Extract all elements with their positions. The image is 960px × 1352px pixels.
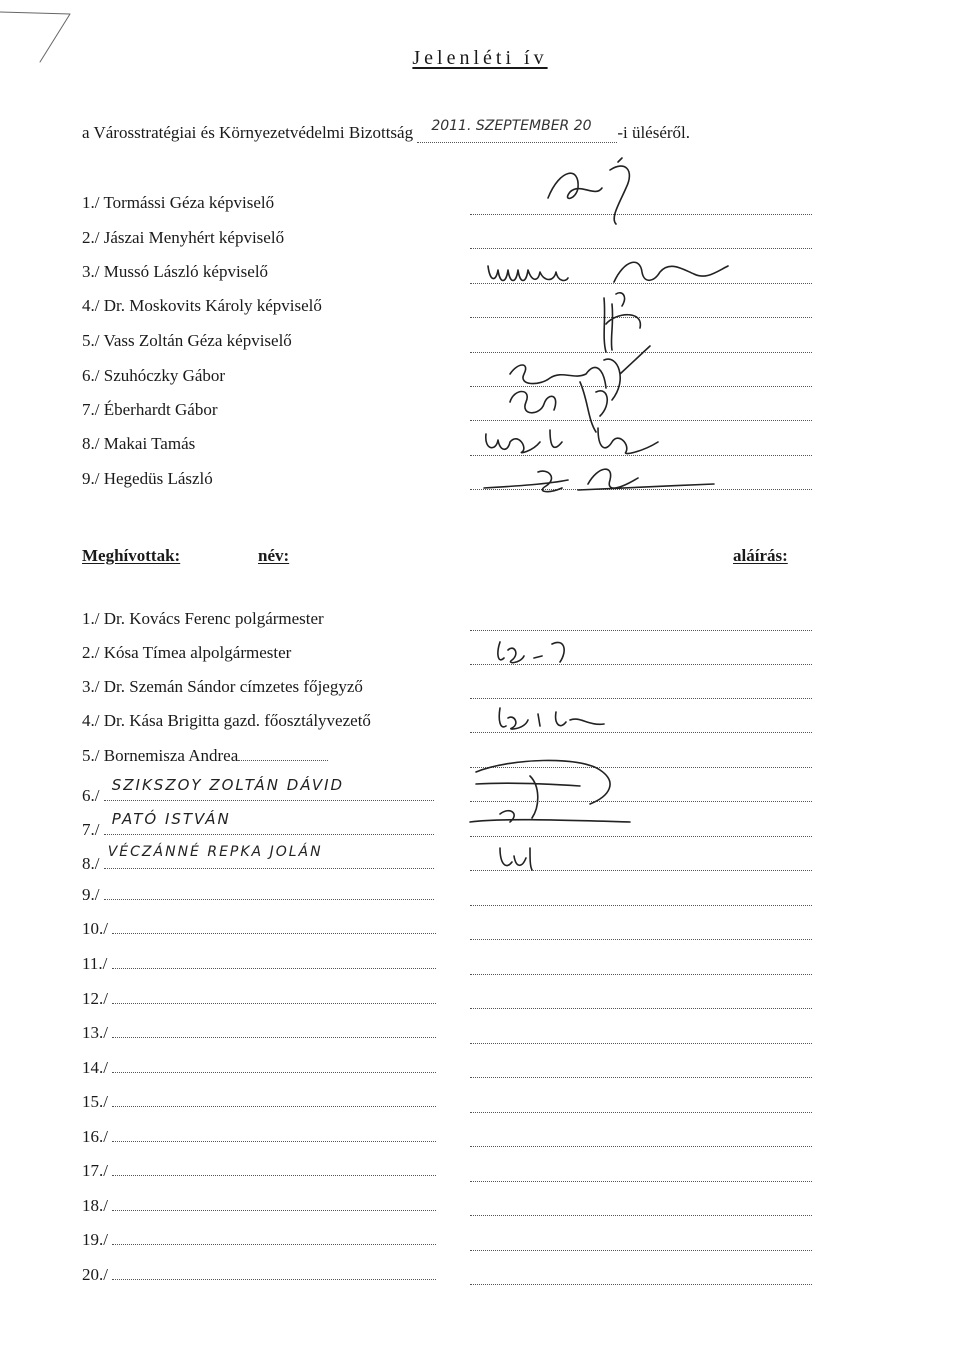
name-dots [112, 1230, 436, 1245]
signature-line [470, 1008, 812, 1009]
signature-invited-8 [494, 842, 554, 874]
member-row [82, 331, 292, 351]
member-name: Vass Zoltán Géza képviselő [103, 331, 292, 350]
invited-name: Bornemisza Andrea [103, 746, 239, 765]
invited-row [82, 1265, 436, 1285]
member-number: 7./ [82, 400, 100, 419]
member-row [82, 434, 195, 454]
invited-number: 6./ [82, 786, 100, 805]
member-row [82, 366, 225, 386]
invited-row [82, 1127, 436, 1147]
invited-number: 1./ [82, 609, 100, 628]
member-number: 2./ [82, 228, 100, 247]
invited-row [82, 885, 434, 905]
invited-number: 11./ [82, 954, 108, 973]
member-row [82, 193, 274, 213]
invited-row [82, 954, 436, 974]
invited-row [82, 1058, 436, 1078]
invited-row [82, 989, 436, 1009]
signature-line [470, 905, 812, 906]
invited-number: 7./ [82, 820, 100, 839]
signature-invited-4 [494, 704, 614, 736]
name-field [104, 776, 434, 801]
name-dots [112, 1058, 436, 1073]
invited-row [82, 810, 434, 840]
member-name: Mussó László képviselő [103, 262, 269, 281]
name-dots [112, 919, 436, 934]
invited-name: Dr. Kovács Ferenc polgármester [103, 609, 324, 628]
invited-number: 14./ [82, 1058, 108, 1077]
signature-invited-2 [494, 636, 574, 668]
invited-row [82, 677, 363, 697]
invited-name-handwritten: PATÓ ISTVÁN [111, 810, 231, 828]
subject-suffix: -i üléséről. [617, 123, 691, 142]
signature-line [470, 698, 812, 699]
invited-number: 9./ [82, 885, 100, 904]
invited-header: Meghívottak: [82, 546, 181, 565]
invited-number: 2./ [82, 643, 100, 662]
member-number: 4./ [82, 296, 100, 315]
name-column-header: név: [258, 546, 290, 565]
member-row [82, 228, 284, 248]
name-dots [112, 1265, 436, 1280]
invited-number: 16./ [82, 1127, 108, 1146]
name-dots [238, 746, 328, 761]
signature-line [470, 1250, 812, 1251]
invited-number: 4./ [82, 711, 100, 730]
signature-member-8 [478, 414, 678, 464]
member-name: Hegedüs László [103, 469, 213, 488]
subject-prefix: a Városstratégiai és Környezetvédelmi Bizottság [82, 123, 414, 142]
name-dots [112, 1161, 436, 1176]
name-dots [112, 954, 436, 969]
handwritten-date: 2011. SZEPTEMBER 20 [431, 118, 592, 134]
member-number: 6./ [82, 366, 100, 385]
invited-number: 18./ [82, 1196, 108, 1215]
member-row [82, 400, 218, 420]
member-row [82, 296, 322, 316]
invited-number: 13./ [82, 1023, 108, 1042]
signature-member-3 [484, 252, 744, 292]
signature-member-9 [478, 458, 718, 498]
invited-row [82, 1161, 436, 1181]
member-number: 1./ [82, 193, 100, 212]
signature-line [470, 1215, 812, 1216]
invited-number: 19./ [82, 1230, 108, 1249]
signature-line [470, 1077, 812, 1078]
member-name: Jászai Menyhért képviselő [103, 228, 285, 247]
invited-name: Dr. Szemán Sándor címzetes főjegyző [103, 677, 363, 696]
name-field [104, 810, 434, 835]
name-field [104, 844, 434, 869]
meeting-subject [82, 118, 691, 143]
invited-row [82, 1196, 436, 1216]
member-number: 5./ [82, 331, 100, 350]
signature-member-1 [540, 158, 650, 228]
member-name: Makai Tamás [103, 434, 196, 453]
member-row [82, 469, 213, 489]
member-number: 3./ [82, 262, 100, 281]
member-name: Éberhardt Gábor [103, 400, 218, 419]
invited-name-handwritten: SZIKSZOY ZOLTÁN DÁVID [111, 776, 345, 794]
invited-number: 20./ [82, 1265, 108, 1284]
scan-artifact [0, 0, 90, 70]
name-dots [112, 1023, 436, 1038]
invited-name: Dr. Kása Brigitta gazd. főosztályvezető [103, 711, 371, 730]
signature-line [470, 248, 812, 249]
signature-line [470, 630, 812, 631]
name-dots [112, 1196, 436, 1211]
invited-row [82, 746, 328, 766]
name-dots [112, 1092, 436, 1107]
signature-line [470, 939, 812, 940]
invited-number: 3./ [82, 677, 100, 696]
signature-column-header: aláírás: [733, 546, 788, 565]
invited-row [82, 919, 436, 939]
member-row [82, 262, 268, 282]
signature-line [470, 1146, 812, 1147]
signature-line [470, 1284, 812, 1285]
invited-name-handwritten: VÉCZÁNNÉ REPKA JOLÁN [107, 844, 323, 860]
name-dots [112, 1127, 436, 1142]
invited-row [82, 1023, 436, 1043]
member-name: Dr. Moskovits Károly képviselő [103, 296, 322, 315]
name-dots [112, 989, 436, 1004]
invited-name: Kósa Tímea alpolgármester [103, 643, 292, 662]
signature-invited-6 [470, 756, 650, 836]
invited-number: 10./ [82, 919, 108, 938]
signature-line [470, 836, 812, 837]
date-field [417, 118, 617, 143]
member-name: Tormássi Géza képviselő [103, 193, 275, 212]
signature-line [470, 1112, 812, 1113]
invited-row [82, 776, 434, 806]
invited-row [82, 844, 434, 874]
invited-number: 5./ [82, 746, 100, 765]
invited-number: 8./ [82, 854, 100, 873]
invited-number: 17./ [82, 1161, 108, 1180]
invited-number: 12./ [82, 989, 108, 1008]
signature-line [470, 1181, 812, 1182]
invited-row [82, 711, 371, 731]
invited-row [82, 643, 291, 663]
invited-row [82, 1092, 436, 1112]
name-dots [104, 885, 434, 900]
member-number: 8./ [82, 434, 100, 453]
document-title: Jelenléti ív [412, 47, 548, 69]
invited-row [82, 1230, 436, 1250]
invited-number: 15./ [82, 1092, 108, 1111]
member-name: Szuhóczky Gábor [103, 366, 226, 385]
signature-line [470, 974, 812, 975]
member-number: 9./ [82, 469, 100, 488]
signature-line [470, 1043, 812, 1044]
invited-row [82, 609, 324, 629]
